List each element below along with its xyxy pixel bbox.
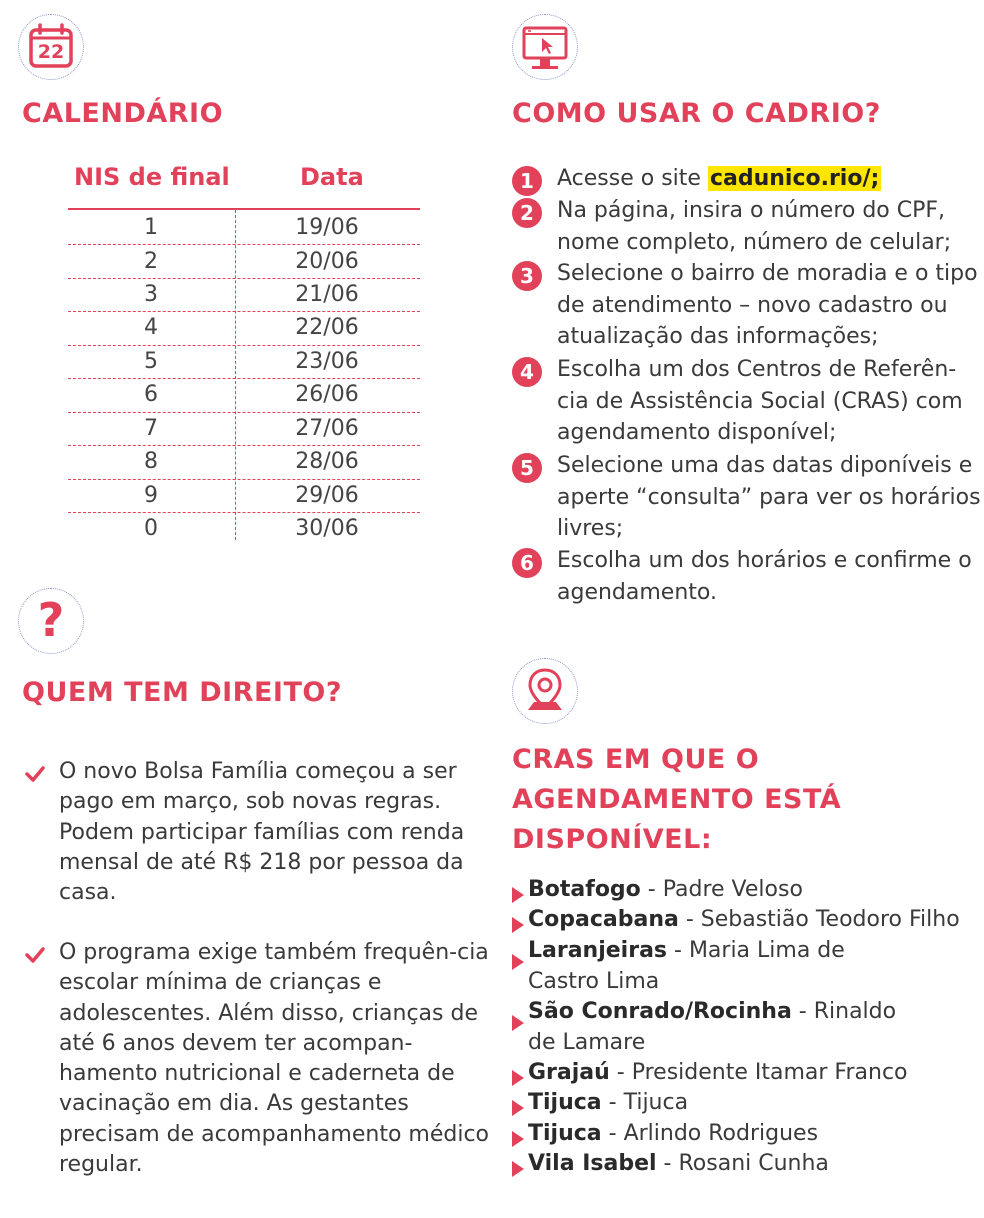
cras-name: - Maria Lima de Castro Lima [528,938,845,994]
question-icon-circle [18,588,84,654]
step-number-badge: 2 [512,198,542,228]
site-url-link[interactable]: cadunico.rio/; [709,166,880,191]
cras-place: Tijuca [528,1121,602,1146]
nis-cell: 3 [144,282,158,307]
table-row [68,378,420,411]
check-icon [24,765,46,783]
table-row [68,512,420,545]
arrow-icon [512,917,524,933]
date-cell: 28/06 [295,449,359,474]
step-number-badge: 3 [512,261,542,291]
cras-text [528,905,983,936]
date-cell: 20/06 [295,249,359,274]
date-cell: 23/06 [295,349,359,374]
nis-cell: 1 [144,215,158,240]
date-cell: 27/06 [295,416,359,441]
nis-cell: 8 [144,449,158,474]
step-text: Escolha um dos horários e confirme o agendamento. [557,548,972,605]
calendar-icon-circle [18,14,84,80]
step-number-badge: 4 [512,357,542,387]
cras-text [528,875,983,906]
location-icon-circle [512,658,578,724]
cras-text [528,1119,983,1150]
cras-name: - Padre Veloso [640,877,803,902]
calendar-header-rule [68,208,420,210]
arrow-icon [512,1015,524,1031]
question-icon: ? [37,593,65,647]
computer-cursor-icon [512,14,578,80]
step-text: Na página, insira o número do CPF, nome completo, número de celular; [557,198,952,255]
cras-name: - Arlindo Rodrigues [601,1121,819,1146]
arrow-icon [512,887,524,903]
rights-text: O programa exige também frequên-cia escolar mínima de crianças e adolescentes. Além disso, crianças de até 6 anos devem ter acompan-hamento nutricional e caderneta de vacinação em dia. As gestantes precisam de acompanhamento médico regular. [59,940,489,1178]
cras-text [528,1088,983,1119]
cras-place: Vila Isabel [528,1151,657,1176]
cras-text [528,997,918,1058]
date-cell: 26/06 [295,382,359,407]
cras-title-line: CRAS EM QUE O [512,744,760,775]
table-row [68,445,420,478]
rights-text: O novo Bolsa Família começou a ser pago em março, sob novas regras. Podem participar famílias com renda mensal de até R$ 218 por pessoa da casa. [59,759,465,906]
calendar-col-nis: NIS de final [74,163,230,191]
nis-cell: 7 [144,416,158,441]
arrow-icon [512,1161,524,1177]
arrow-icon [512,1100,524,1116]
date-cell: 21/06 [295,282,359,307]
nis-cell: 4 [144,315,158,340]
cras-title [512,740,841,860]
step-number-badge: 1 [512,166,542,196]
nis-cell: 5 [144,349,158,374]
calendar-icon-day: 22 [37,41,65,63]
cras-name: - Sebastião Teodoro Filho [678,907,960,932]
date-cell: 19/06 [295,215,359,240]
date-cell: 22/06 [295,315,359,340]
cras-text [528,1149,983,1180]
arrow-icon [512,1131,524,1147]
cras-name: - Tijuca [601,1090,689,1115]
step-number-badge: 6 [512,548,542,578]
table-row [68,245,420,278]
step-text: Selecione uma das datas diponíveis e aperte “consulta” para ver os horários livres; [557,453,981,541]
cras-place: Tijuca [528,1090,602,1115]
location-pin-icon [512,658,578,724]
cras-title-line: DISPONÍVEL: [512,824,713,855]
table-row [68,479,420,512]
cras-name: - Presidente Itamar Franco [609,1060,908,1085]
how-to-title: COMO USAR O CADRIO? [512,98,881,129]
cras-place: Grajaú [528,1060,610,1085]
nis-cell: 9 [144,483,158,508]
computer-icon-circle [512,14,578,80]
cras-text [528,936,848,997]
arrow-icon [512,1070,524,1086]
table-row [68,345,420,378]
step-text [557,163,984,195]
rights-title: QUEM TEM DIREITO? [22,677,342,708]
cras-place: Copacabana [528,907,679,932]
calendar-col-date: Data [300,163,364,191]
nis-cell: 2 [144,249,158,274]
check-icon [24,946,46,964]
cras-text [528,1058,983,1089]
cras-place: Laranjeiras [528,938,668,963]
table-row [68,211,420,244]
step-text: Escolha um dos Centros de Referên-cia de Assistência Social (CRAS) com agendamento disponível; [557,357,963,445]
table-row [68,311,420,344]
cras-place: São Conrado/Rocinha [528,999,792,1024]
date-cell: 29/06 [295,483,359,508]
date-cell: 30/06 [295,516,359,541]
cras-place: Botafogo [528,877,641,902]
calendar-title: CALENDÁRIO [22,98,224,129]
table-row [68,412,420,445]
step-text: Selecione o bairro de moradia e o tipo de atendimento – novo cadastro ou atualização das informações; [557,261,978,349]
step-text-content: Acesse o site [557,166,708,191]
cras-name: - Rosani Cunha [656,1151,829,1176]
nis-cell: 6 [144,382,158,407]
cras-name: - Rinaldo de Lamare [528,999,897,1055]
nis-cell: 0 [144,516,158,541]
table-row [68,278,420,311]
step-number-badge: 5 [512,453,542,483]
cras-title-line: AGENDAMENTO ESTÁ [512,784,842,815]
arrow-icon [512,954,524,970]
